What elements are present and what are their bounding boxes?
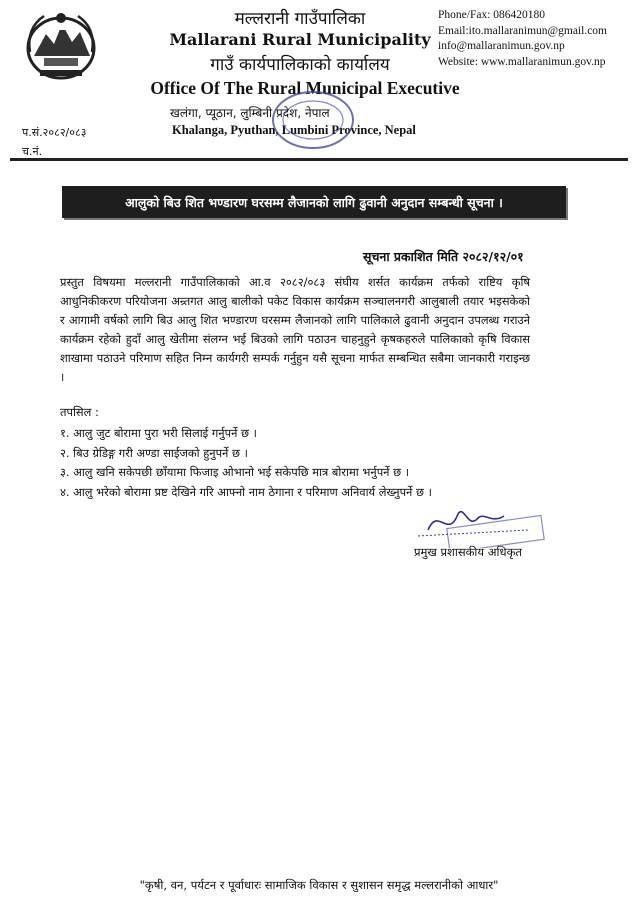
phone-fax: Phone/Fax: 086420180	[438, 9, 546, 21]
municipality-name-en: Mallarani Rural Municipality	[169, 30, 431, 49]
header-divider	[10, 158, 628, 161]
office-name-en: Office Of The Rural Municipal Executive	[150, 78, 460, 98]
letter-number: प.सं.२०८२/०८३	[22, 126, 87, 139]
list-item: ३. आलु खनि सकेपछी छाँयामा फिजाइ ओभानो भई सकेपछि मात्र बोरामा भर्नुपर्ने छ ।	[60, 465, 410, 479]
address-en: Khalanga, Pyuthan, Lumbini Province, Nepal	[172, 123, 416, 137]
footer-motto: "कृषी, वन, पर्यटन र पूर्वाधारः सामाजिक विकास र सुशासन समृद्ध मल्लरानीको आधार"	[139, 878, 499, 892]
details-heading: तपसिल :	[60, 405, 99, 419]
list-item: १. आलु जुट बोरामा पुरा भरी सिलाई गर्नुपर्ने छ ।	[60, 426, 257, 440]
signature-mark	[408, 500, 548, 548]
list-item: ४. आलु भरेको बोरामा प्रष्ट देखिने गरि आफ्नो नाम ठेगाना र परिमाण अनिवार्य लेख्नुपर्ने छ ।	[60, 484, 432, 499]
notice-title-banner	[62, 186, 566, 218]
details-list	[60, 424, 432, 502]
list-item: २. बिउ ग्रेडिङ्ग गरी अण्डा साईजको हुनुपर्ने छ ।	[60, 445, 248, 460]
signatory-designation: प्रमुख प्रशासकीय अधिकृत	[414, 545, 522, 559]
office-stamp	[268, 88, 358, 152]
publish-date: सूचना प्रकाशित मिति २०८२/१२/०१	[363, 249, 524, 264]
dispatch-number: च.नं.	[22, 145, 43, 158]
notice-title: आलुको बिउ शित भण्डारण घरसम्म लैजानको लागि ढुवानी अनुदान सम्बन्धी सूचना ।	[125, 194, 503, 210]
email-primary: Email:ito.mallaranimun@gmail.com	[438, 24, 607, 37]
emblem-logo	[24, 8, 98, 82]
municipality-name-np: मल्लरानी गाउँपालिका	[234, 9, 366, 29]
website: Website: www.mallaranimun.gov.np	[438, 55, 606, 68]
reference-block	[22, 123, 86, 161]
address-np: खलंगा, प्यूठान, लुम्बिनी प्रदेश, नेपाल	[170, 106, 330, 120]
notice-body: प्रस्तुत विषयमा मल्लरानी गाउँपालिकाको आ.व २०८२/०८३ संघीय शर्सत कार्यक्रम तर्फको राष्टिय कृषि आधुनिकीकरण परियोजना अन्र्तगत आलु बालीको पकेट विकास कार्यक्रम सञ्चालनगरी आलुबाली तयार भइसकेको र आगामी वर्षको लागि बिउ आलु शित भण्डारण घरसम्म लैजानको लागि पालिकाले ढुवानी अनुदान उपलब्ध गराउने कार्यक्रम रहेको हुदाँ आलु खेतीमा संलग्न भई बिउको लागि पठाउन चाहनुहुने कृषकहरुले पालिकाको कृषि विकास शाखामा पठाउने परिमाण सहित निम्न कार्यगरी सम्पर्क गर्नुहुन यसै सूचना मार्फत सम्बन्धित सबैमा जानकारी गराइन्छ ।	[60, 275, 530, 384]
email-secondary: info@mallaranimun.gov.np	[438, 40, 565, 52]
contact-block	[438, 8, 607, 70]
office-name-np: गाउँ कार्यपालिकाको कार्यालय	[210, 55, 390, 75]
